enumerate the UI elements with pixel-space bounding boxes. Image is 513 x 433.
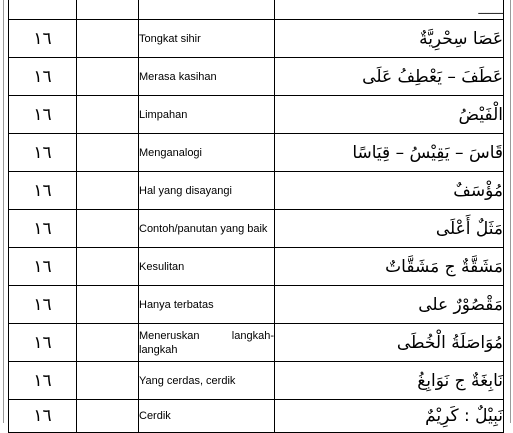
table-row: [9, 286, 504, 324]
arabic-term: عَطَفَ – يَعْطِفُ عَلَى: [275, 58, 504, 96]
row-number: ١٦: [9, 172, 77, 210]
table-row: [9, 362, 504, 400]
vocabulary-table: [8, 0, 504, 433]
meaning-cell: Merasa kasihan: [139, 58, 275, 96]
meaning-cell: Tongkat sihir: [139, 20, 275, 58]
table-row: [9, 134, 504, 172]
row-number: ١٦: [9, 400, 77, 433]
empty-cell: [77, 96, 139, 134]
table-row-partial: [9, 0, 504, 20]
table-row: [9, 210, 504, 248]
empty-cell: [77, 286, 139, 324]
empty-cell: [77, 20, 139, 58]
table-row: [9, 400, 504, 433]
table-row: [9, 58, 504, 96]
meaning-cell: Menganalogi: [139, 134, 275, 172]
empty-cell: [77, 248, 139, 286]
row-number: ١٦: [9, 58, 77, 96]
table-row: [9, 248, 504, 286]
page-left-edge: [3, 0, 4, 423]
table-row: [9, 20, 504, 58]
empty-cell: [77, 210, 139, 248]
arabic-term: مَشَقَّةٌ ج مَشَقَّاتٌ: [275, 248, 504, 286]
empty-cell: [77, 172, 139, 210]
arabic-term: الْفَيْضُ: [275, 96, 504, 134]
table-row: [9, 324, 504, 362]
meaning-cell: Cerdik: [139, 400, 275, 433]
table-row: [9, 172, 504, 210]
meaning-cell: Hanya terbatas: [139, 286, 275, 324]
meaning-cell: Yang cerdas, cerdik: [139, 362, 275, 400]
arabic-term: مُؤْسَفٌ: [275, 172, 504, 210]
arabic-term: نَبِيْلٌ : كَرِيْمٌ: [275, 400, 504, 433]
arabic-term: قَاسَ – يَقِيْسُ – قِيَاسًا: [275, 134, 504, 172]
empty-cell: [77, 58, 139, 96]
page-right-edge: [510, 0, 511, 423]
table-row: [9, 96, 504, 134]
arabic-term: نَابِغَةٌ ج نَوَابِغُ: [275, 362, 504, 400]
meaning-cell: Limpahan: [139, 96, 275, 134]
arabic-term: مَثَلٌ أَعْلَى: [275, 210, 504, 248]
row-number: ١٦: [9, 362, 77, 400]
row-number: ١٦: [9, 248, 77, 286]
empty-cell: [77, 362, 139, 400]
empty-cell: [77, 400, 139, 433]
row-number: ١٦: [9, 286, 77, 324]
meaning-cell: Kesulitan: [139, 248, 275, 286]
meaning-cell: Hal yang disayangi: [139, 172, 275, 210]
row-number: ١٦: [9, 324, 77, 362]
empty-cell: [77, 134, 139, 172]
arabic-term: عَصَا سِحْرِيَّةٌ: [275, 20, 504, 58]
row-number: ١٦: [9, 96, 77, 134]
row-number: ١٦: [9, 20, 77, 58]
meaning-cell: Meneruskan langkah-langkah: [139, 324, 275, 362]
row-number: ١٦: [9, 134, 77, 172]
empty-cell: [77, 324, 139, 362]
arabic-term: مَقْصُوْرٌ على: [275, 286, 504, 324]
meaning-cell: Contoh/panutan yang baik: [139, 210, 275, 248]
partial-arabic-text: ـــــــ: [478, 3, 503, 17]
row-number: ١٦: [9, 210, 77, 248]
arabic-term: مُوَاصَلَةُ الْخُطَى: [275, 324, 504, 362]
